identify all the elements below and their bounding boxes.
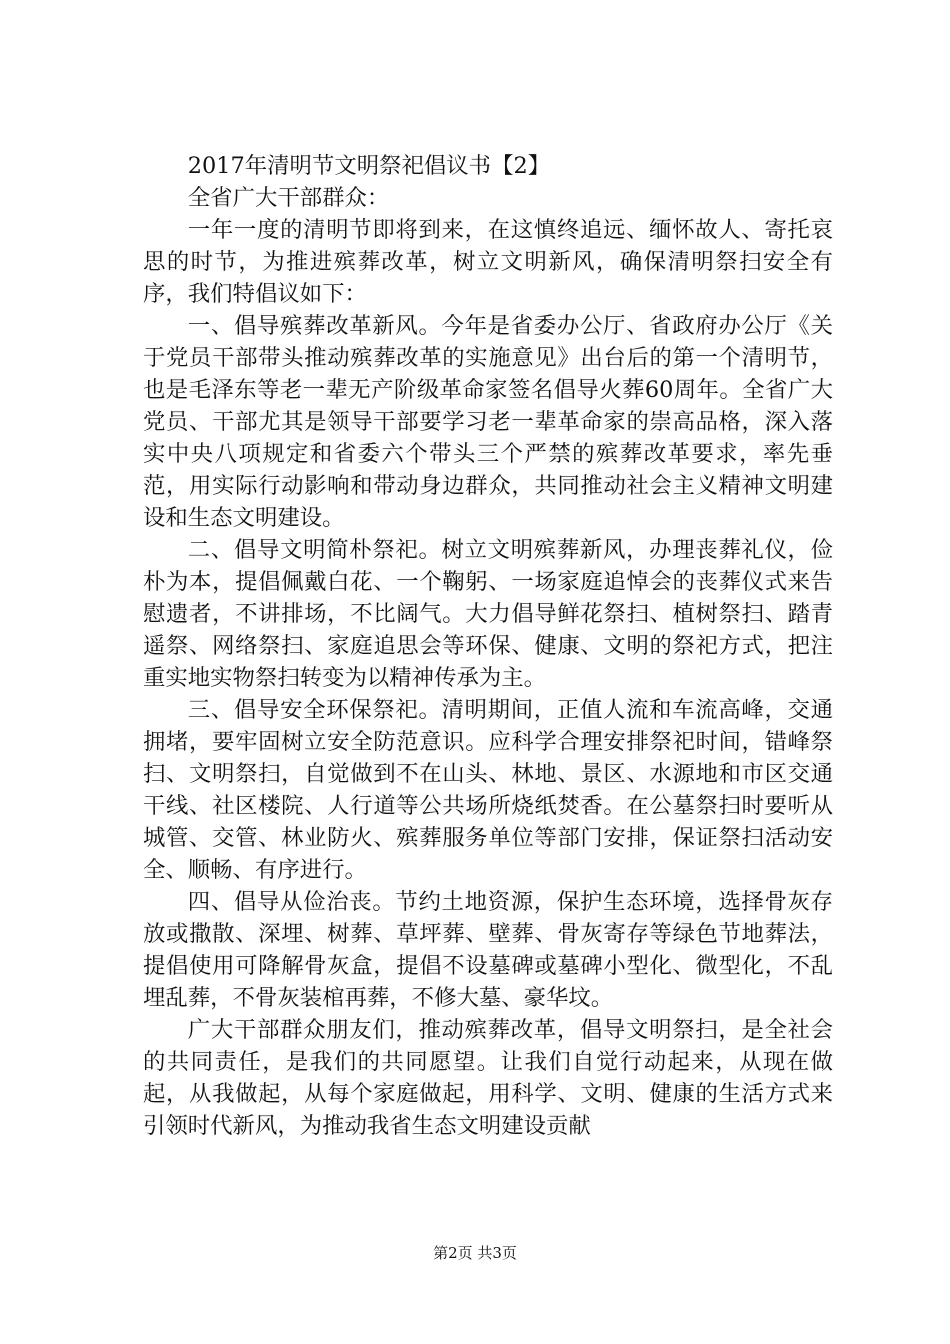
paragraph-point-2: 二、倡导文明简朴祭祀。树立文明殡葬新风，办理丧葬礼仪，俭朴为本，提倡佩戴白花、一个鞠躬、一场家庭追悼会的丧葬仪式来告慰遗者，不讲排场，不比阔气。大力倡导鲜花祭扫、植树祭扫、踏青遥祭、网络祭扫、家庭追思会等环保、健康、文明的祭祀方式，把注重实地实物祭扫转变为以精神传承为主。 [143,537,833,691]
paragraph-point-4: 四、倡导从俭治丧。节约土地资源，保护生态环境，选择骨灰存放或撒散、深埋、树葬、草坪葬、壁葬、骨灰寄存等绿色节地葬法，提倡使用可降解骨灰盒，提倡不设墓碑或墓碑小型化、微型化，不乱埋乱葬，不骨灰装棺再葬，不修大墓、豪华坟。 [143,889,833,1011]
page-number-footer: 第2页 共3页 [433,1244,517,1262]
paragraph-point-1: 一、倡导殡葬改革新风。今年是省委办公厅、省政府办公厅《关于党员干部带头推动殡葬改革的实施意见》出台后的第一个清明节，也是毛泽东等老一辈无产阶级革命家签名倡导火葬60周年。全省广大党员、干部尤其是领导干部要学习老一辈革命家的崇高品格，深入落实中央八项规定和省委六个带头三个严禁的殡葬改革要求，率先垂范，用实际行动影响和带动身边群众，共同推动社会主义精神文明建设和生态文明建设。 [143,313,833,531]
paragraph-closing: 广大干部群众朋友们，推动殡葬改革，倡导文明祭扫，是全社会的共同责任，是我们的共同愿望。让我们自觉行动起来，从现在做起，从我做起，从每个家庭做起，用科学、文明、健康的生活方式来引领时代新风，为推动我省生态文明建设贡献 [143,1017,833,1139]
salutation: 全省广大干部群众： [187,185,390,211]
paragraph-intro: 一年一度的清明节即将到来，在这慎终追远、缅怀故人、寄托哀思的时节，为推进殡葬改革，树立文明新风，确保清明祭扫安全有序，我们特倡议如下： [143,217,833,307]
document-body [143,150,833,1142]
document-title: 2017年清明节文明祭祀倡议书【2】 [187,153,551,179]
paragraph-point-3: 三、倡导安全环保祭祀。清明期间，正值人流和车流高峰，交通拥堵，要牢固树立安全防范意识。应科学合理安排祭祀时间，错峰祭扫、文明祭扫，自觉做到不在山头、林地、景区、水源地和市区交通干线、社区楼院、人行道等公共场所烧纸焚香。在公墓祭扫时要听从城管、交管、林业防火、殡葬服务单位等部门安排，保证祭扫活动安全、顺畅、有序进行。 [143,697,833,883]
